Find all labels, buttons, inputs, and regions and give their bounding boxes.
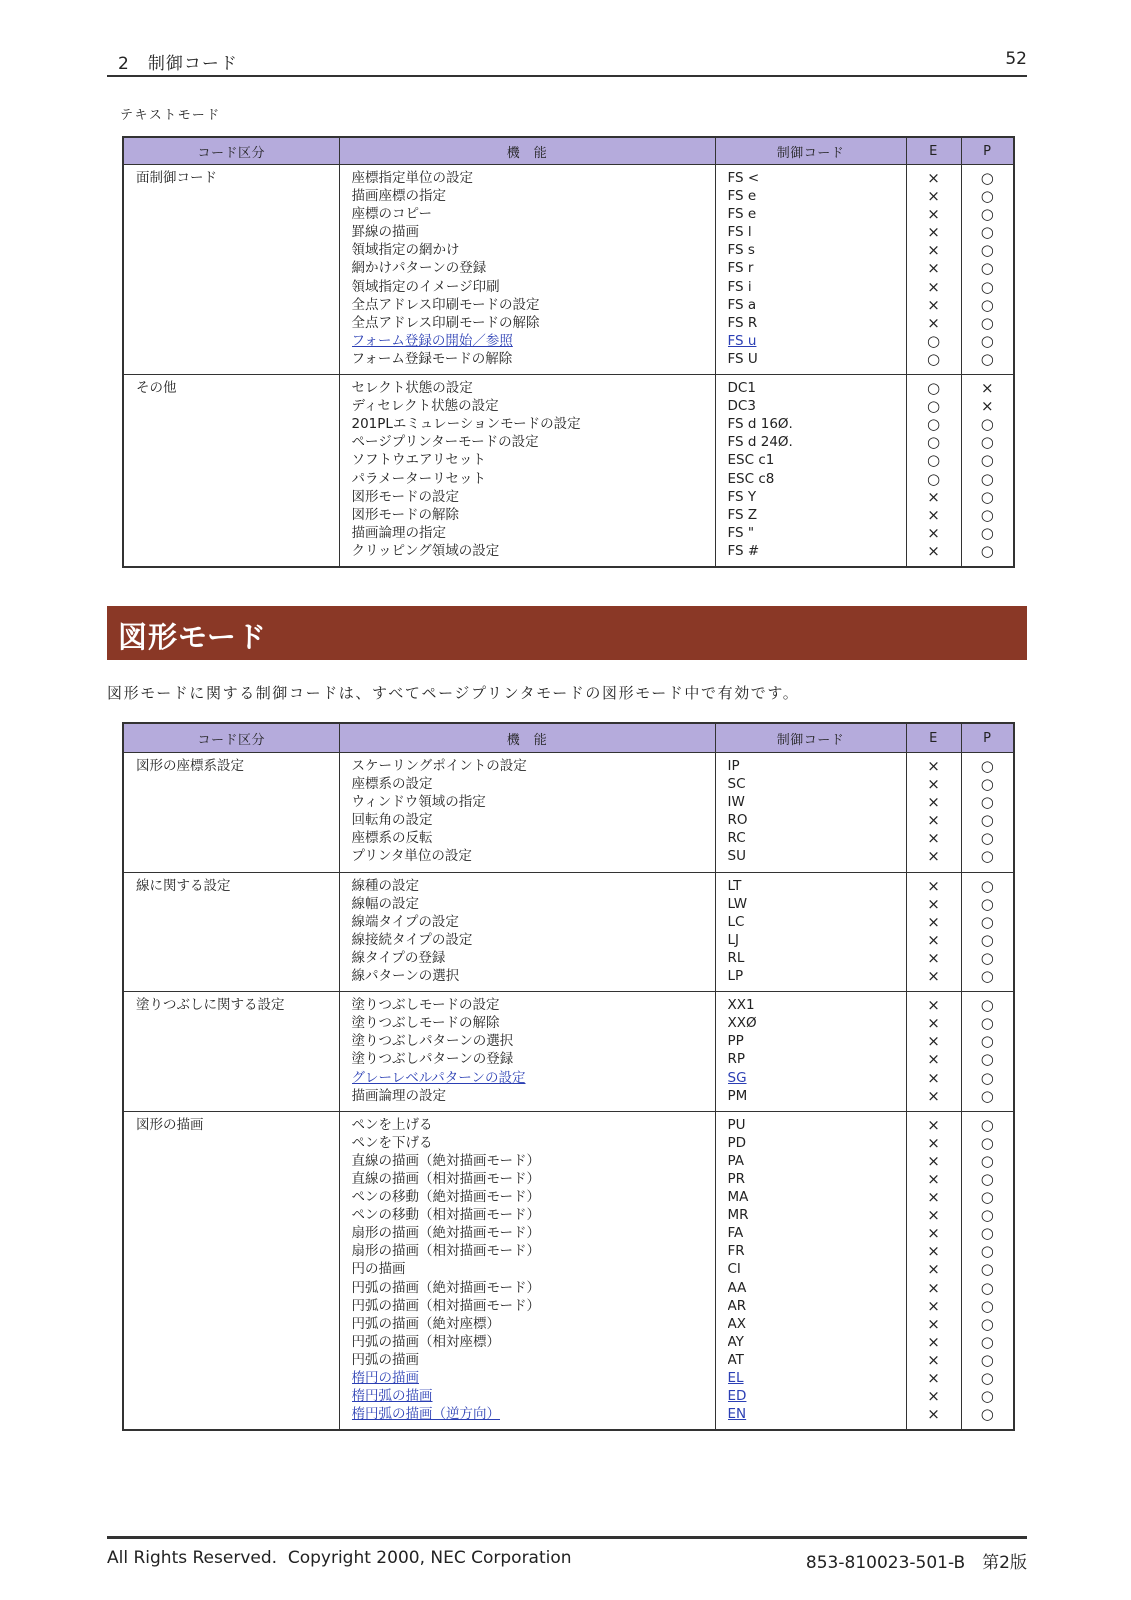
- e-support-mark: ×: [927, 1296, 940, 1315]
- function-label: 円弧の描画（絶対座標）: [351, 1315, 500, 1332]
- function-label: ペンを下げる: [351, 1134, 433, 1151]
- function-label: 罫線の描画: [351, 224, 419, 241]
- e-support-mark: ×: [927, 1278, 940, 1297]
- e-support-mark: ×: [927, 894, 940, 913]
- p-support-mark: ×: [980, 379, 994, 398]
- p-support-mark: ○: [980, 331, 994, 350]
- p-support-mark: ○: [980, 1369, 994, 1387]
- control-code: XX1: [727, 997, 755, 1014]
- code-cell: [715, 753, 906, 873]
- section-title: 2 制御コード: [118, 54, 238, 74]
- function-label: 円弧の描画（相対描画モード）: [351, 1297, 540, 1314]
- category-label: 図形の座標系設定: [136, 758, 244, 774]
- p-support-mark: ○: [980, 1314, 994, 1333]
- p-support-mark: ○: [980, 505, 994, 524]
- function-label: プリンタ単位の設定: [351, 848, 472, 865]
- function-label: セレクト状態の設定: [351, 380, 473, 397]
- p-support-mark: ○: [980, 259, 994, 278]
- control-code: AX: [727, 1315, 746, 1332]
- e-cell: [906, 872, 961, 992]
- column-header-code: 制御コード: [715, 723, 906, 753]
- e-support-mark: ×: [927, 1050, 940, 1069]
- e-support-mark: ×: [927, 1206, 940, 1225]
- e-support-mark: ×: [927, 948, 940, 967]
- category-label: その他: [136, 380, 177, 397]
- column-header-e: E: [906, 723, 961, 753]
- e-support-mark: ×: [927, 205, 940, 224]
- p-support-mark: ○: [980, 930, 994, 949]
- category-cell: [123, 375, 339, 567]
- function-label: ディセレクト状態の設定: [351, 398, 499, 415]
- control-code: FS <: [727, 170, 760, 186]
- control-code: LJ: [727, 931, 740, 948]
- control-code: FS a: [727, 296, 757, 313]
- control-code[interactable]: EN: [727, 1406, 747, 1423]
- p-support-mark: ○: [980, 1242, 994, 1261]
- function-label: ウィンドウ領域の指定: [351, 794, 486, 811]
- table-header-row: [123, 723, 1014, 753]
- p-support-mark: ○: [980, 1169, 994, 1188]
- e-support-mark: ×: [927, 505, 940, 524]
- control-code: RO: [727, 812, 748, 829]
- category-label: 塗りつぶしに関する設定: [136, 997, 285, 1014]
- p-cell: [961, 1111, 1014, 1430]
- function-label: 図形モードの解除: [351, 506, 459, 523]
- e-support-mark: ×: [927, 811, 940, 830]
- column-header-function: 機 能: [339, 137, 715, 165]
- e-cell: [906, 375, 961, 567]
- control-code: FS ": [727, 524, 755, 541]
- column-header-category: コード区分: [123, 137, 339, 165]
- e-support-mark: ×: [927, 930, 940, 949]
- e-support-mark: ×: [927, 967, 940, 986]
- function-label: 全点アドレス印刷モードの設定: [351, 296, 540, 313]
- control-code: PP: [727, 1033, 744, 1050]
- e-support-mark: ×: [927, 1068, 940, 1087]
- function-cell: [339, 992, 715, 1112]
- function-label: ページプリンターモードの設定: [351, 434, 539, 451]
- p-support-mark: ○: [980, 295, 994, 314]
- function-label: 線幅の設定: [351, 895, 419, 912]
- function-label: 網かけパターンの登録: [351, 260, 487, 277]
- p-support-mark: ○: [980, 187, 994, 206]
- footer-copyright: All Rights Reserved. Copyright 2000, NEC Corporation: [107, 1548, 572, 1568]
- table-group-row: [123, 165, 1014, 375]
- p-support-mark: ○: [980, 223, 994, 242]
- section-description: 図形モードに関する制御コードは、すべてページプリンタモードの図形モード中で有効です。: [107, 684, 800, 702]
- p-support-mark: ○: [980, 948, 994, 967]
- control-code: FS i: [727, 278, 752, 295]
- e-support-mark: ×: [927, 775, 940, 794]
- control-code: RP: [727, 1051, 746, 1068]
- e-support-mark: ×: [927, 277, 940, 296]
- function-label: 領域指定のイメージ印刷: [351, 278, 500, 295]
- control-code: FA: [727, 1225, 744, 1242]
- p-support-mark: ○: [980, 1086, 994, 1105]
- function-label: 描画座標の指定: [351, 188, 446, 205]
- e-support-mark: ×: [927, 1332, 940, 1351]
- control-code: ESC c1: [727, 452, 775, 469]
- control-code: PU: [727, 1116, 746, 1133]
- function-label: 201PLエミュレーションモードの設定: [351, 416, 581, 433]
- control-code: FS l: [727, 224, 752, 241]
- e-support-mark: ×: [927, 187, 940, 206]
- p-support-mark: ○: [980, 1387, 994, 1406]
- function-label: 円弧の描画: [351, 1351, 419, 1368]
- p-cell: [961, 753, 1014, 873]
- control-code: PD: [727, 1134, 747, 1151]
- function-label: 座標のコピー: [351, 206, 432, 223]
- p-support-mark: ○: [980, 1224, 994, 1243]
- e-support-mark: ○: [926, 451, 941, 470]
- control-code: LC: [727, 913, 745, 930]
- function-label: 線端タイプの設定: [351, 913, 459, 930]
- control-code: FS R: [727, 314, 758, 331]
- p-support-mark: ○: [980, 1260, 994, 1279]
- function-label[interactable]: グレーレベルパターンの設定: [351, 1069, 526, 1086]
- function-label: 扇形の描画（絶対描画モード）: [351, 1225, 540, 1242]
- p-cell: [961, 165, 1014, 375]
- function-label: 円弧の描画（相対座標）: [351, 1333, 500, 1350]
- e-support-mark: ×: [927, 259, 940, 278]
- control-code: RL: [727, 949, 745, 966]
- function-label[interactable]: フォーム登録の開始／参照: [351, 332, 513, 349]
- e-support-mark: ×: [927, 1115, 940, 1134]
- footer-document-number: 853-810023-501-B 第2版: [805, 1553, 1027, 1573]
- control-code: ESC c8: [727, 470, 775, 487]
- category-label: 線に関する設定: [136, 877, 231, 894]
- e-support-mark: ×: [927, 1242, 940, 1261]
- e-support-mark: ×: [927, 829, 940, 848]
- p-support-mark: ○: [980, 1332, 994, 1351]
- code-cell: [715, 992, 906, 1112]
- e-support-mark: ×: [927, 876, 940, 895]
- table-group-row: [123, 992, 1014, 1112]
- e-support-mark: ×: [927, 847, 940, 866]
- function-label[interactable]: 楕円の描画: [351, 1370, 419, 1386]
- function-label: ペンの移動（絶対描画モード）: [351, 1189, 540, 1206]
- control-code: PA: [727, 1152, 745, 1169]
- control-code: FS #: [727, 542, 760, 559]
- control-code: SU: [727, 848, 746, 865]
- control-code: SC: [727, 776, 746, 793]
- e-support-mark: ○: [926, 379, 941, 398]
- function-cell: [339, 375, 715, 567]
- table-header-row: [123, 137, 1014, 165]
- p-support-mark: ○: [980, 1014, 994, 1033]
- function-label: 描画論理の設定: [351, 1087, 446, 1104]
- p-support-mark: ○: [980, 487, 994, 506]
- e-support-mark: ×: [927, 1014, 940, 1033]
- e-support-mark: ×: [927, 1169, 940, 1188]
- control-code: DC1: [727, 380, 756, 397]
- p-support-mark: ○: [980, 1050, 994, 1069]
- function-label: 円の描画: [351, 1261, 406, 1278]
- header-rule: [107, 75, 1027, 77]
- category-label: 図形の描画: [136, 1116, 204, 1133]
- function-label: 扇形の描画（相対描画モード）: [351, 1243, 540, 1260]
- p-support-mark: ○: [980, 757, 994, 775]
- e-support-mark: ×: [927, 912, 940, 931]
- e-support-mark: ×: [927, 1260, 940, 1279]
- p-support-mark: ○: [980, 793, 994, 812]
- e-support-mark: ×: [927, 523, 940, 542]
- e-support-mark: ×: [927, 793, 940, 812]
- e-support-mark: ×: [927, 1369, 940, 1387]
- function-label: 塗りつぶしパターンの選択: [351, 1033, 514, 1050]
- e-support-mark: ○: [926, 415, 941, 434]
- p-support-mark: ×: [980, 397, 994, 416]
- column-header-category: コード区分: [123, 723, 339, 753]
- function-label[interactable]: 楕円弧の描画（逆方向）: [351, 1406, 500, 1423]
- page-number: 52: [1005, 49, 1027, 69]
- e-support-mark: ×: [927, 241, 940, 260]
- p-support-mark: ○: [980, 241, 994, 260]
- p-support-mark: ○: [980, 169, 994, 187]
- control-code: FS s: [727, 242, 755, 259]
- function-label: 全点アドレス印刷モードの解除: [351, 314, 540, 331]
- column-header-p: P: [961, 137, 1014, 165]
- control-code: AA: [727, 1279, 747, 1296]
- e-support-mark: ×: [927, 1314, 940, 1333]
- control-code: FS d 16Ø.: [727, 416, 793, 433]
- function-label: 座標系の設定: [351, 776, 433, 793]
- column-header-code: 制御コード: [715, 137, 906, 165]
- p-support-mark: ○: [980, 847, 994, 866]
- graphics-mode-table: [122, 722, 1015, 1431]
- p-support-mark: ○: [980, 1296, 994, 1315]
- control-code[interactable]: SG: [727, 1069, 747, 1086]
- e-support-mark: ×: [927, 313, 940, 332]
- e-support-mark: ×: [927, 1032, 940, 1051]
- e-support-mark: ×: [927, 1224, 940, 1243]
- function-label: 円弧の描画（絶対描画モード）: [351, 1279, 540, 1296]
- function-label: 塗りつぶしモードの解除: [351, 1015, 500, 1032]
- p-support-mark: ○: [980, 205, 994, 224]
- control-code: CI: [727, 1261, 741, 1278]
- p-support-mark: ○: [980, 1068, 994, 1087]
- function-label: 塗りつぶしパターンの登録: [351, 1051, 514, 1068]
- control-code: IW: [727, 794, 745, 811]
- control-code: FS e: [727, 206, 757, 223]
- control-code: LP: [727, 968, 744, 985]
- p-support-mark: ○: [980, 433, 994, 452]
- function-label: 座標指定単位の設定: [351, 170, 473, 186]
- control-code: LW: [727, 895, 748, 912]
- p-support-mark: ○: [980, 996, 994, 1015]
- control-code: AT: [727, 1351, 744, 1368]
- p-support-mark: ○: [980, 912, 994, 931]
- e-support-mark: ○: [926, 331, 941, 350]
- category-cell: [123, 753, 339, 873]
- section-banner: [107, 606, 1027, 660]
- p-support-mark: ○: [980, 415, 994, 434]
- p-support-mark: ○: [980, 1405, 994, 1424]
- control-code: DC3: [727, 398, 756, 415]
- code-cell: [715, 872, 906, 992]
- function-label: ペンの移動（相対描画モード）: [351, 1207, 540, 1224]
- control-code: PR: [727, 1170, 746, 1187]
- e-support-mark: ×: [927, 295, 940, 314]
- control-code: MA: [727, 1189, 749, 1206]
- footer-rule: [107, 1536, 1027, 1539]
- control-code: FS d 24Ø.: [727, 434, 793, 451]
- function-label: 描画論理の指定: [351, 524, 446, 541]
- function-label: 領域指定の網かけ: [351, 242, 460, 259]
- p-support-mark: ○: [980, 811, 994, 830]
- control-code: PM: [727, 1087, 748, 1104]
- p-support-mark: ○: [980, 1278, 994, 1297]
- control-code[interactable]: FS u: [727, 332, 757, 349]
- e-support-mark: ×: [927, 1350, 940, 1369]
- e-support-mark: ×: [927, 1133, 940, 1152]
- function-cell: [339, 872, 715, 992]
- function-label: 図形モードの設定: [351, 488, 459, 505]
- p-support-mark: ○: [980, 349, 994, 368]
- p-support-mark: ○: [980, 829, 994, 848]
- function-label: ソフトウエアリセット: [351, 452, 486, 469]
- category-label: 面制御コード: [136, 170, 217, 186]
- control-code: IP: [727, 758, 740, 774]
- code-cell: [715, 165, 906, 375]
- e-support-mark: ×: [927, 1188, 940, 1207]
- category-cell: [123, 992, 339, 1112]
- control-code: AY: [727, 1333, 744, 1350]
- code-cell: [715, 375, 906, 567]
- e-support-mark: ×: [927, 1086, 940, 1105]
- category-cell: [123, 1111, 339, 1430]
- p-cell: [961, 375, 1014, 567]
- text-mode-table: [122, 136, 1015, 568]
- control-code[interactable]: ED: [727, 1388, 747, 1405]
- control-code: AR: [727, 1297, 747, 1314]
- p-support-mark: ○: [980, 894, 994, 913]
- p-support-mark: ○: [980, 1133, 994, 1152]
- p-support-mark: ○: [980, 313, 994, 332]
- e-support-mark: ×: [927, 1387, 940, 1406]
- function-label: 直線の描画（絶対描画モード）: [351, 1152, 540, 1169]
- function-label: 直線の描画（相対描画モード）: [351, 1170, 540, 1187]
- e-support-mark: ×: [927, 223, 940, 242]
- category-cell: [123, 872, 339, 992]
- e-support-mark: ×: [927, 996, 940, 1015]
- e-support-mark: ○: [926, 349, 941, 368]
- control-code: RC: [727, 830, 746, 847]
- function-cell: [339, 165, 715, 375]
- p-support-mark: ○: [980, 1350, 994, 1369]
- function-label: フォーム登録モードの解除: [351, 350, 513, 367]
- column-header-p: P: [961, 723, 1014, 753]
- p-support-mark: ○: [980, 469, 994, 488]
- function-label: パラメーターリセット: [351, 470, 486, 487]
- p-support-mark: ○: [980, 277, 994, 296]
- column-header-function: 機 能: [339, 723, 715, 753]
- p-support-mark: ○: [980, 1188, 994, 1207]
- e-cell: [906, 1111, 961, 1430]
- e-support-mark: ×: [927, 487, 940, 506]
- control-code: FS r: [727, 260, 754, 277]
- p-support-mark: ○: [980, 523, 994, 542]
- p-cell: [961, 992, 1014, 1112]
- p-support-mark: ○: [980, 967, 994, 986]
- function-label: 塗りつぶしモードの設定: [351, 997, 500, 1014]
- p-support-mark: ○: [980, 1151, 994, 1170]
- p-cell: [961, 872, 1014, 992]
- e-cell: [906, 753, 961, 873]
- p-support-mark: ○: [980, 541, 994, 560]
- table-caption: テキストモード: [120, 108, 221, 123]
- function-label: 線パターンの選択: [351, 968, 460, 985]
- p-support-mark: ○: [980, 451, 994, 470]
- column-header-e: E: [906, 137, 961, 165]
- p-support-mark: ○: [980, 1115, 994, 1134]
- e-support-mark: ○: [926, 433, 941, 452]
- p-support-mark: ○: [980, 876, 994, 895]
- e-support-mark: ×: [927, 1405, 940, 1424]
- e-support-mark: ×: [927, 169, 940, 187]
- e-support-mark: ×: [927, 1151, 940, 1170]
- p-support-mark: ○: [980, 1032, 994, 1051]
- function-label: 座標系の反転: [351, 830, 433, 847]
- category-cell: [123, 165, 339, 375]
- control-code: MR: [727, 1207, 749, 1224]
- function-label: スケーリングポイントの設定: [351, 758, 527, 774]
- p-support-mark: ○: [980, 775, 994, 794]
- e-cell: [906, 165, 961, 375]
- control-code: FS U: [727, 350, 758, 367]
- code-cell: [715, 1111, 906, 1430]
- e-support-mark: ×: [927, 541, 940, 560]
- p-support-mark: ○: [980, 1206, 994, 1225]
- e-support-mark: ○: [926, 397, 941, 416]
- e-support-mark: ○: [926, 469, 941, 488]
- function-label: ペンを上げる: [351, 1116, 433, 1133]
- control-code: FS Z: [727, 506, 758, 523]
- function-cell: [339, 1111, 715, 1430]
- function-label: 線タイプの登録: [351, 949, 446, 966]
- function-label: 線接続タイプの設定: [351, 931, 473, 948]
- control-code[interactable]: EL: [727, 1370, 744, 1386]
- control-code: LT: [727, 877, 742, 894]
- function-label: クリッピング領域の設定: [351, 542, 500, 559]
- function-cell: [339, 753, 715, 873]
- function-label: 線種の設定: [351, 877, 419, 894]
- control-code: FS e: [727, 188, 757, 205]
- function-label[interactable]: 楕円弧の描画: [351, 1388, 433, 1405]
- table-group-row: [123, 872, 1014, 992]
- control-code: XXØ: [727, 1015, 757, 1032]
- e-cell: [906, 992, 961, 1112]
- function-label: 回転角の設定: [351, 812, 433, 829]
- table-group-row: [123, 1111, 1014, 1430]
- e-support-mark: ×: [927, 757, 940, 775]
- banner-title: 図形モード: [118, 620, 267, 654]
- table-group-row: [123, 753, 1014, 873]
- control-code: FS Y: [727, 488, 757, 505]
- table-group-row: [123, 375, 1014, 567]
- control-code: FR: [727, 1243, 745, 1260]
